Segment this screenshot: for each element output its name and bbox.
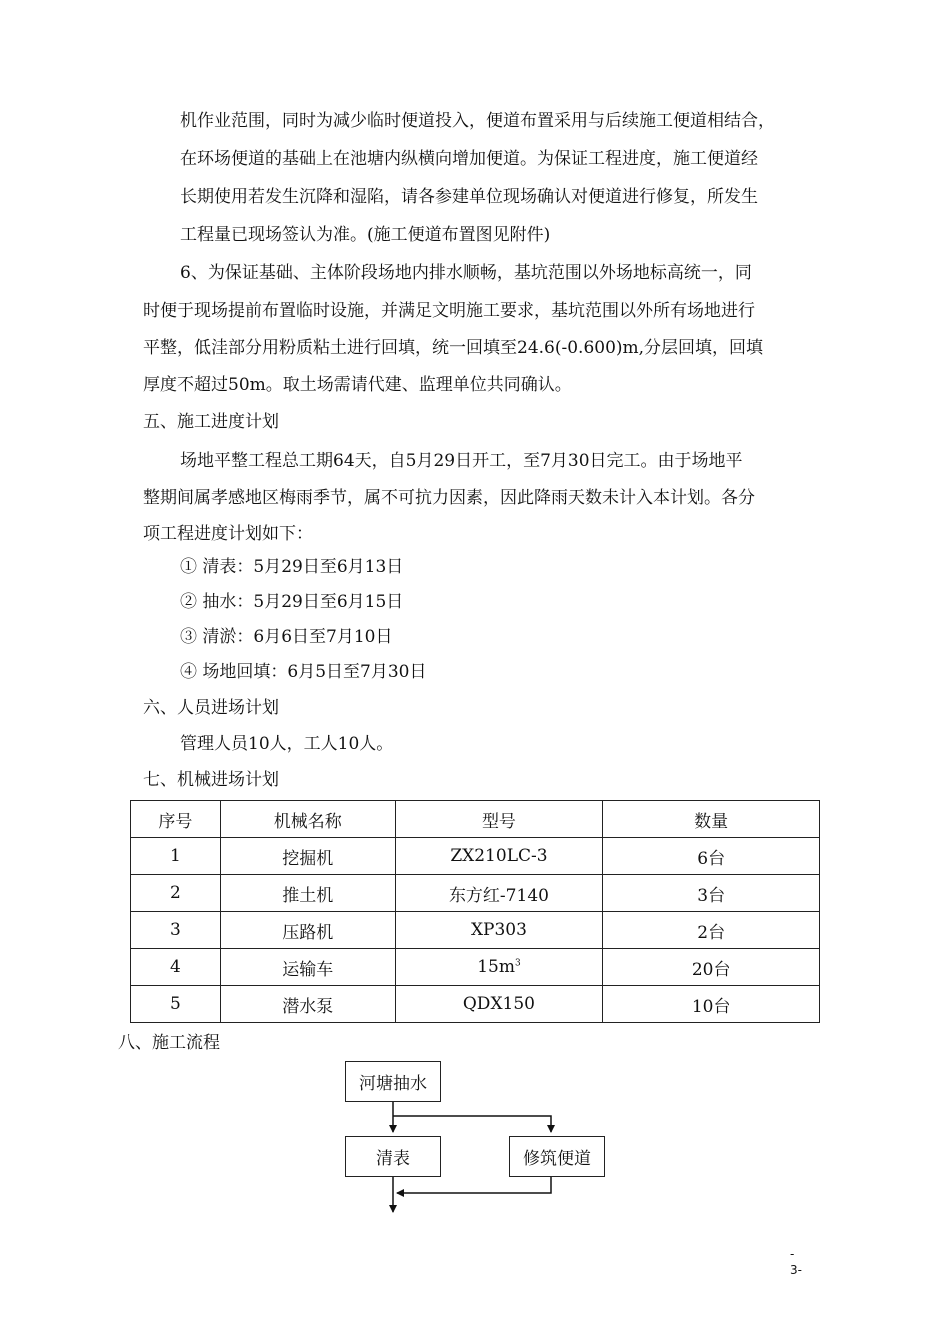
flow-step-clear-surface [345,1136,441,1177]
section-heading: 五、施工进度计划 [143,412,279,432]
section-heading: 七、机械进场计划 [143,770,279,790]
paragraph-line: 平整，低洼部分用粉质粘土进行回填，统一回填至24.6(-0.600)m,分层回填，回填 [143,338,764,358]
paragraph-line: 厚度不超过50m。取土场需请代建、监理单位共同确认。 [143,375,572,395]
table-cell: ZX210LC-3 [395,838,603,875]
flow-step-build-road [509,1136,605,1177]
page-number-dash: - [790,1247,795,1261]
table-cell: QDX150 [395,986,603,1023]
flow-step-label: 修筑便道 [523,1149,591,1169]
table-header: 型号 [395,801,603,838]
table-cell: 3台 [603,875,820,912]
arrow-to-road [393,1116,551,1132]
table-cell: 潜水泵 [220,986,395,1023]
table-cell: 1 [131,838,221,875]
table-cell: 5 [131,986,221,1023]
table-cell: 20台 [603,949,820,986]
schedule-item: ③ 清淤：6月6日至7月10日 [180,627,393,647]
paragraph-line: 工程量已现场签认为准。(施工便道布置图见附件) [180,225,551,245]
paragraph-line: 长期使用若发生沉降和湿陷，请各参建单位现场确认对便道进行修复，所发生 [180,187,758,207]
table-cell: XP303 [395,912,603,949]
table-cell: 压路机 [220,912,395,949]
table-cell: 东方红-7140 [395,875,603,912]
table-header: 机械名称 [220,801,395,838]
table-header: 序号 [131,801,221,838]
paragraph-line: 6、为保证基础、主体阶段场地内排水顺畅，基坑范围以外场地标高统一，同 [180,263,752,283]
table-cell: 2 [131,875,221,912]
schedule-item: ① 清表：5月29日至6月13日 [180,557,404,577]
section-heading: 八、施工流程 [118,1033,220,1053]
schedule-item: ② 抽水：5月29日至6月15日 [180,592,404,612]
page-number: 3- [790,1263,802,1277]
table-cell: 挖掘机 [220,838,395,875]
paragraph-line: 项工程进度计划如下： [143,524,313,544]
table-cell: 推土机 [220,875,395,912]
unit-text: 15m [477,957,515,977]
table-cell: 6台 [603,838,820,875]
flow-step-label: 清表 [376,1149,410,1169]
paragraph-line: 整期间属孝感地区梅雨季节，属不可抗力因素，因此降雨天数未计入本计划。各分 [143,488,755,508]
section-heading: 六、人员进场计划 [143,698,279,718]
paragraph-line: 管理人员10人，工人10人。 [180,734,394,754]
schedule-item: ④ 场地回填：6月5日至7月30日 [180,662,427,682]
paragraph-line: 机作业范围，同时为减少临时便道投入，便道布置采用与后续施工便道相结合， [180,111,775,131]
paragraph-line: 时便于现场提前布置临时设施，并满足文明施工要求，基坑范围以外所有场地进行 [143,301,755,321]
unit-superscript: 3 [514,958,521,969]
table-cell: 4 [131,949,221,986]
flow-step-pond-drain [345,1061,441,1102]
paragraph-line: 场地平整工程总工期64天，自5月29日开工，至7月30日完工。由于场地平 [180,451,743,471]
table-cell: 2台 [603,912,820,949]
flow-step-label: 河塘抽水 [359,1074,427,1094]
table-cell: 3 [131,912,221,949]
table-header: 数量 [603,801,820,838]
arrow-road-return [397,1176,551,1193]
table-cell: 10台 [603,986,820,1023]
paragraph-line: 在环场便道的基础上在池塘内纵横向增加便道。为保证工程进度，施工便道经 [180,149,758,169]
table-cell: 运输车 [220,949,395,986]
